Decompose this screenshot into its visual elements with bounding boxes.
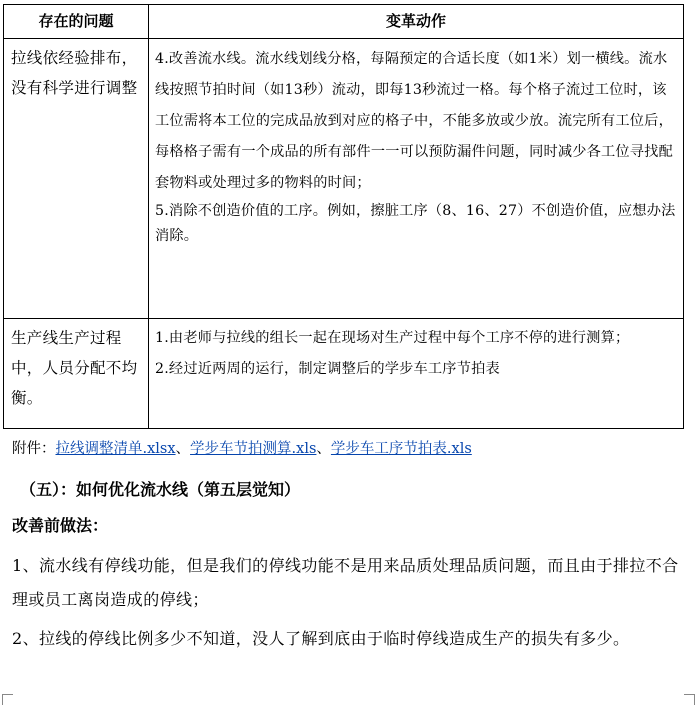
header-problem: 存在的问题	[4, 5, 149, 39]
paragraph: 2、拉线的停线比例多少不知道，没人了解到底由于临时停线造成生产的损失有多少。	[12, 629, 630, 648]
table-row	[4, 39, 684, 319]
header-action: 变革动作	[149, 5, 684, 39]
action-item: 5.消除不创造价值的工序。例如，擦脏工序（8、16、27）不创造价值，应想办法消除。	[155, 203, 676, 244]
attachment-link-takt-table[interactable]: 学步车工序节拍表.xls	[330, 441, 472, 457]
table-row	[4, 319, 684, 429]
section-title: （五）：如何优化流水线（第五层觉知）	[20, 480, 301, 499]
before-heading: 改善前做法：	[12, 516, 109, 535]
attachments-line	[12, 437, 472, 461]
table-header-row	[4, 5, 684, 39]
action-cell	[149, 39, 684, 319]
action-item: 4.改善流水线。流水线划线分格，每隔预定的合适长度（如1米）划一横线。流水线按照节拍时间（如13秒）流动，即每13秒流过一格。每个格子流过工位时，该工位需将本工位的完成品放到对应的格子中，不能多放或少放。流完所有工位后，每格格子需有一个成品的所有部件一一可以预防漏件问题，同时减少各工位寻找配套物料或处理过多的物料的时间；	[155, 51, 673, 191]
attachment-separator: 、	[316, 441, 331, 457]
page-corner-mark	[2, 694, 13, 705]
reform-table	[3, 4, 684, 429]
attachment-link-takt-calc[interactable]: 学步车节拍测算.xls	[190, 441, 317, 457]
attachment-separator: 、	[175, 441, 191, 457]
paragraph: 1、流水线有停线功能，但是我们的停线功能不是用来品质处理品质问题，而且由于排拉不合理或员工离岗造成的停线；	[12, 556, 679, 609]
attachment-link-adjust-list[interactable]: 拉线调整清单.xlsx	[55, 441, 176, 457]
action-cell	[149, 319, 684, 429]
problem-cell: 拉线依经验排布，没有科学进行调整	[4, 39, 149, 319]
problem-cell: 生产线生产过程中，人员分配不均衡。	[4, 319, 149, 429]
action-item: 1.由老师与拉线的组长一起在现场对生产过程中每个工序不停的进行测算；	[155, 330, 630, 346]
action-item: 2.经过近两周的运行，制定调整后的学步车工序节拍表	[155, 361, 500, 377]
page-corner-mark	[684, 694, 695, 705]
attachments-label: 附件：	[12, 441, 56, 457]
